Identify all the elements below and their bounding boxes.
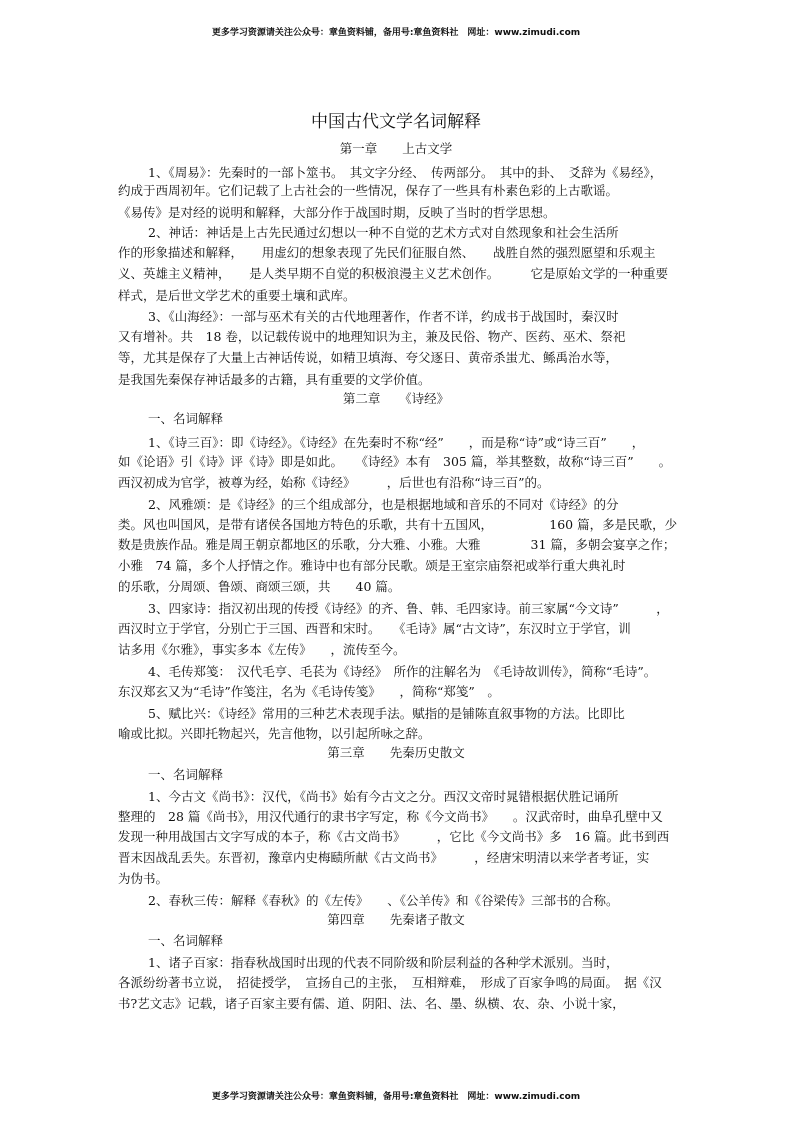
text-line: 西汉时立于学官，分别亡于三国、西晋和宋时。 《毛诗》属“古文诗”，东汉时立于学官，训 (118, 621, 631, 636)
chapter-1-heading: 第一章 上古文学 (339, 141, 453, 156)
text-line: 《易传》是对经的说明和解释，大部分作于战国时期，反映了当时的哲学思想。 (118, 205, 556, 220)
chapter-2-heading: 第二章 《诗经》 (342, 391, 450, 406)
text-line: 小雅 74 篇，多个人抒情之作。雅诗中也有部分民歌。颂是王室宗庙祭祀或举行重大典礼时 (118, 558, 626, 573)
text-line: 又有增补。共 18 卷，以记载传说中的地理知识为主，兼及民俗、物产、医药、巫术、祭祀 (118, 329, 626, 344)
text-line: 2、风雅颂：是《诗经》的三个组成部分，也是根据地域和音乐的不同对《诗经》的分 (148, 497, 619, 512)
text-line: 3、《山海经》：一部与巫术有关的古代地理著作，作者不详，约成书于战国时，秦汉时 (148, 309, 619, 324)
text-line: 是我国先秦保存神话最多的古籍，具有重要的文学价值。 (118, 372, 431, 387)
text-line: 数是贵族作品。雅是周王朝京都地区的乐歌，分大雅、小雅。大雅 31 篇，多朝会宴享之作； (118, 537, 676, 552)
text-line: 2、神话：神话是上古先民通过幻想以一种不自觉的艺术方式对自然现象和社会生活所 (148, 225, 619, 240)
text-line: 类。风也叫国风，是带有诸侯各国地方特色的乐歌，共有十五国风， 160 篇，多是民歌，少 (118, 517, 678, 532)
text-line: 2、春秋三传：解释《春秋》的《左传》 、《公羊传》和《谷梁传》三部书的合称。 (148, 893, 619, 908)
text-line: 1、诸子百家：指春秋战国时出现的代表不同阶级和阶层利益的各种学术派别。当时， (148, 955, 619, 970)
chapter-4-heading: 第四章 先秦诸子散文 (327, 912, 465, 927)
text-line: 整理的 28 篇《尚书》，用汉代通行的隶书字写定，称《今文尚书》 。汉武帝时，曲阜孔壁中又 (118, 809, 663, 824)
text-line: 喻或比拟。兴即托物起兴，先言他物，以引起所咏之辞。 (118, 726, 431, 741)
text-line: 书?艺文志》记载，诸子百家主要有儒、道、阴阳、法、名、墨、纵横、农、杂、小说十家， (118, 996, 625, 1011)
document-title: 中国古代文学名词解释 (311, 112, 481, 132)
footer-banner: 更多学习资源请关注公众号：章鱼资料铺，备用号:章鱼资料社 网址：www.zimudi.com (211, 1092, 581, 1102)
section-heading: 一、名词解释 (148, 411, 224, 426)
text-line: 3、四家诗：指汉初出现的传授《诗经》的齐、鲁、韩、毛四家诗。前三家属“今文诗” ， (148, 601, 669, 616)
header-banner: 更多学习资源请关注公众号：章鱼资料铺，备用号:章鱼资料社 网址：www.zimudi.com (211, 28, 581, 38)
text-line: 东汉郑玄又为“毛诗”作笺注，名为《毛诗传笺》 ，简称“郑笺” 。 (118, 684, 500, 699)
text-line: 样式，是后世文学艺术的重要土壤和武库。 (118, 288, 356, 303)
text-line: 晋末因战乱丢失。东晋初，豫章内史梅赜所献《古文尚书》 ，经唐宋明清以来学者考证，实 (118, 850, 650, 865)
text-line: 1、《诗三百》：即《诗经》。《诗经》在先秦时不称“经” ，而是称“诗”或“诗三百” ， (148, 435, 645, 450)
text-line: 为伪书。 (118, 871, 169, 886)
section-heading: 一、名词解释 (148, 767, 224, 782)
text-line: 诂多用《尔雅》，事实多本《左传》 ，流传至今。 (118, 642, 406, 657)
text-line: 4、毛传郑笺： 汉代毛亨、毛苌为《诗经》 所作的注解名为 《毛诗故训传》，简称“毛诗”。 (148, 664, 657, 679)
text-line: 西汉初成为官学，被尊为经，始称《诗经》 ，后世也有沿称“诗三百”的。 (118, 475, 550, 490)
text-line: 义、英雄主义精神， 是人类早期不自觉的积极浪漫主义艺术创作。 它是原始文学的一种重要 (118, 266, 669, 281)
chapter-3-heading: 第三章 先秦历史散文 (327, 745, 465, 760)
text-line: 1、《周易》：先秦时的一部卜筮书。 其文字分经、 传两部分。 其中的卦、 爻辞为《易经》， (148, 165, 663, 180)
text-line: 发现一种用战国古文字写成的本子，称《古文尚书》 ，它比《今文尚书》多 16 篇。此书到西 (118, 829, 670, 844)
text-line: 约成于西周初年。它们记载了上古社会的一些情况，保存了一些具有朴素色彩的上古歌谣。 (118, 183, 619, 198)
section-heading: 一、名词解释 (148, 933, 224, 948)
text-line: 1、今古文《尚书》：汉代，《尚书》始有今古文之分。西汉文帝时晁错根据伏胜记诵所 (148, 789, 619, 804)
text-line: 的乐歌，分周颂、鲁颂、商颂三颂，共 40 篇。 (118, 579, 401, 594)
text-line: 等，尤其是保存了大量上古神话传说，如精卫填海、夸父逐日、黄帝杀蚩尤、鲧禹治水等， (118, 350, 619, 365)
text-line: 作的形象描述和解释， 用虚幻的想象表现了先民们征服自然、 战胜自然的强烈愿望和乐观主 (118, 245, 656, 260)
text-line: 如《论语》引《诗》评《诗》即是如此。 《诗经》本有 305 篇，举其整数，故称“诗三百” 。 (118, 454, 672, 469)
text-line: 各派纷纷著书立说， 招徒授学， 宣扬自己的主张， 互相辩难， 形成了百家争鸣的局面。 据《汉 (118, 975, 662, 990)
text-line: 5、赋比兴：《诗经》常用的三种艺术表现手法。赋指的是铺陈直叙事物的方法。比即比 (148, 706, 625, 721)
